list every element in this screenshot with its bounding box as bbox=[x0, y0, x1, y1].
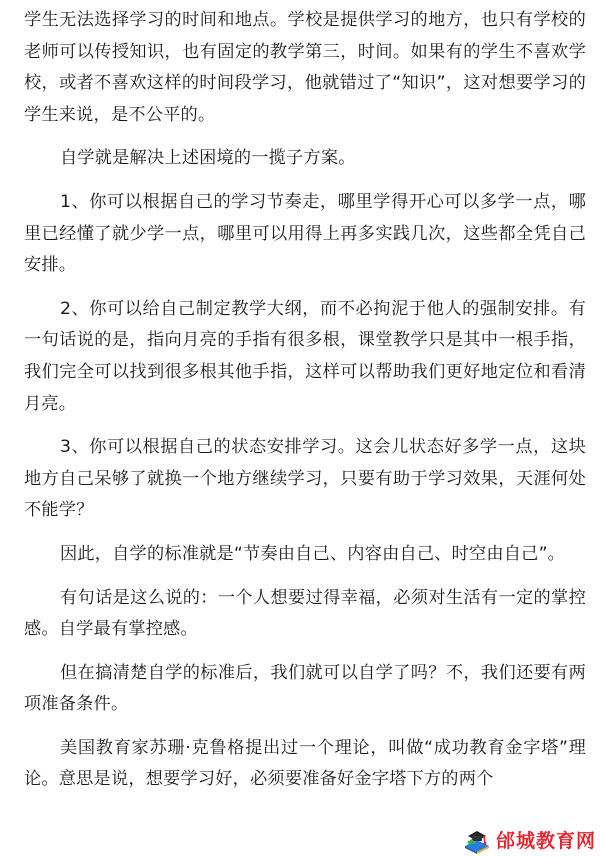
paragraph-1: 学生无法选择学习的时间和地点。学校是提供学习的地方，也只有学校的老师可以传授知识，也有固定的教学第三，时间。如果有的学生不喜欢学校，或者不喜欢这样的时间段学习，他就错过了“知识”，这对想要学习的学生来说，是不公平的。 bbox=[24, 10, 586, 125]
watermark-text: 邰城教育网 bbox=[495, 829, 596, 852]
graduation-cap-book-icon bbox=[462, 824, 492, 854]
paragraph-9: 美国教育家苏珊·克鲁格提出过一个理论，叫做“成功教育金字塔”理论。意思是说，想要学习好，必须要准备好金字塔下方的两个 bbox=[24, 737, 586, 790]
paragraph-7: 有句话是这么说的：一个人想要过得幸福，必须对生活有一定的掌控感。自学最有掌控感。 bbox=[24, 587, 586, 640]
paragraph-6: 因此，自学的标准就是“节奏由自己、内容由自己、时空由自己”。 bbox=[60, 543, 566, 564]
paragraph-8: 但在搞清楚自学的标准后，我们就可以自学了吗？不，我们还要有两项准备条件。 bbox=[24, 662, 586, 715]
paragraph-3: 1、你可以根据自己的学习节奏走，哪里学得开心可以多学一点，哪里已经懂了就少学一点，哪里可以用得上再多实践几次，这些都全凭自己安排。 bbox=[24, 191, 586, 276]
paragraph-5: 3、你可以根据自己的状态安排学习。这会儿状态好多学一点，这块地方自己呆够了就换一个地方继续学习，只要有助于学习效果，天涯何处不能学？ bbox=[24, 437, 586, 521]
paragraph-4: 2、你可以给自己制定教学大纲，而不必拘泥于他人的强制安排。有一句话说的是，指向月亮的手指有很多根，课堂教学只是其中一根手指，我们完全可以找到很多根其他手指，这样可以帮助我们更好地定位和看清月亮。 bbox=[24, 298, 586, 414]
site-watermark bbox=[458, 822, 596, 856]
paragraph-2: 自学就是解决上述困境的一揽子方案。 bbox=[60, 148, 356, 169]
